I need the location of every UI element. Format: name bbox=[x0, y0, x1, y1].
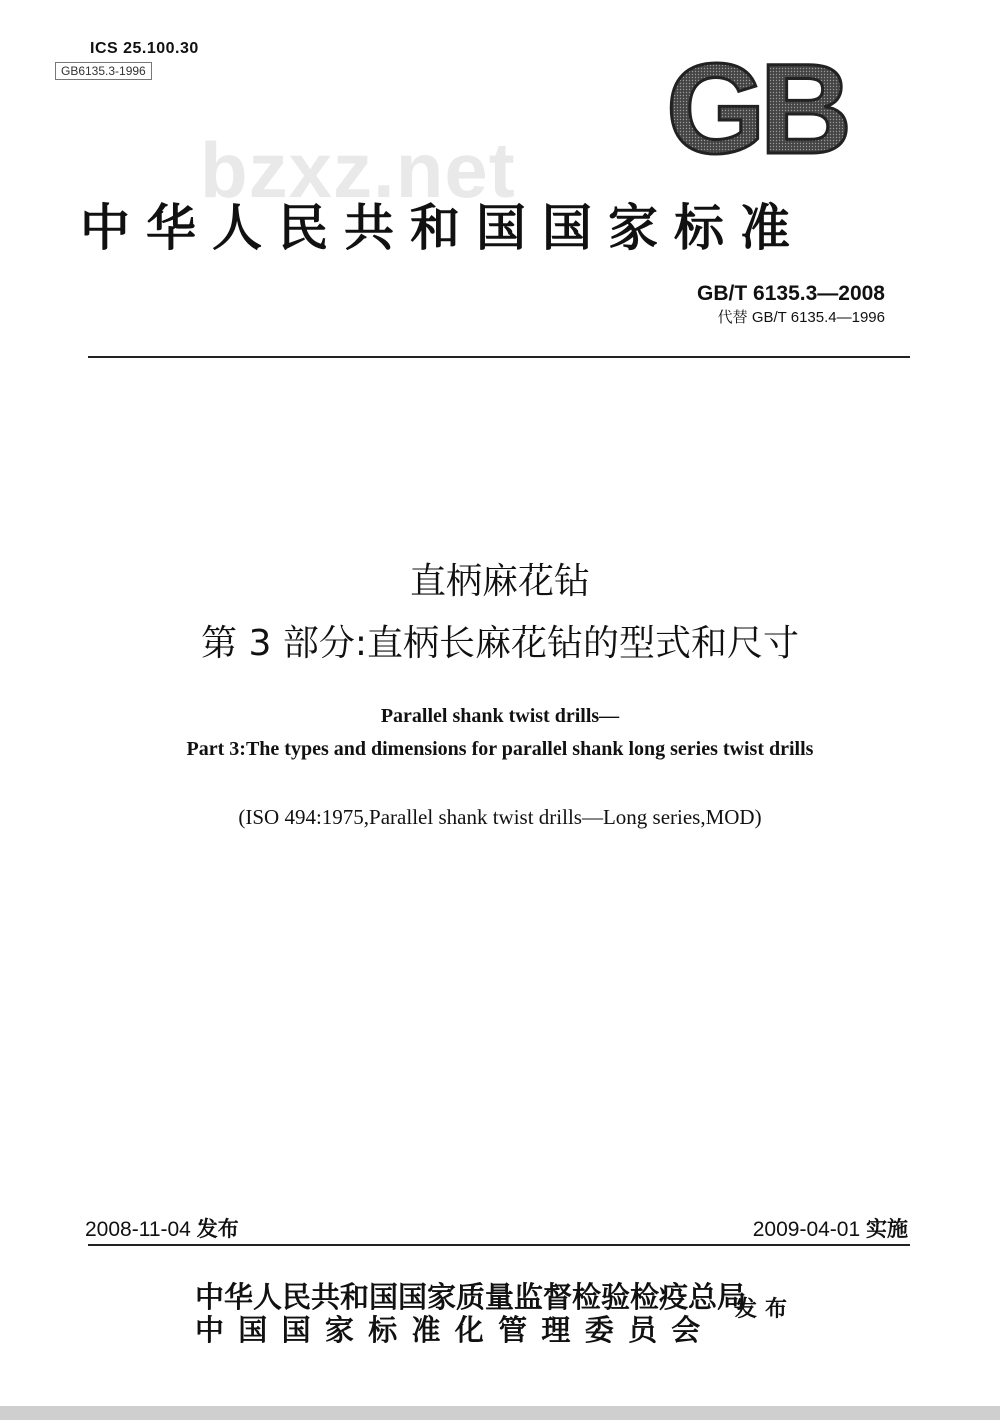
gb-logo bbox=[652, 55, 860, 163]
issuer-line-2: 中国国家标准化管理委员会 bbox=[195, 1313, 715, 1347]
iso-reference: (ISO 494:1975,Parallel shank twist drills—Long series,MOD) bbox=[238, 805, 762, 829]
top-divider bbox=[88, 356, 910, 358]
replaces-standard: 代替 GB/T 6135.4—1996 bbox=[717, 309, 885, 326]
implementation-date-label: 实施 bbox=[866, 1217, 908, 1241]
document-code-tag: GB6135.3-1996 bbox=[55, 62, 152, 80]
implementation-date-value: 2009-04-01 bbox=[752, 1218, 861, 1241]
issue-date-value: 2008-11-04 bbox=[85, 1218, 191, 1241]
standard-number: GB/T 6135.3—2008 bbox=[697, 282, 885, 305]
chinese-title-line-2: 第 3 部分:直柄长麻花钻的型式和尺寸 bbox=[201, 623, 799, 664]
ics-code: ICS 25.100.30 bbox=[90, 40, 199, 57]
implementation-date bbox=[753, 1213, 908, 1243]
english-title-line-2: Part 3:The types and dimensions for parallel shank long series twist drills bbox=[186, 738, 814, 760]
issue-date-label: 发布 bbox=[196, 1217, 239, 1241]
watermark: bzxz.net bbox=[200, 126, 516, 214]
bottom-divider bbox=[88, 1244, 910, 1246]
page-bottom-bar bbox=[0, 1406, 1000, 1420]
issuer-line-1: 中华人民共和国国家质量监督检验检疫总局 bbox=[195, 1280, 747, 1314]
chinese-title-line-1: 直柄麻花钻 bbox=[409, 561, 590, 602]
english-title-line-1: Parallel shank twist drills— bbox=[380, 705, 620, 727]
national-standard-title: 中华人民共和国国家标准 bbox=[80, 198, 806, 257]
issuer-publish-label: 发布 bbox=[735, 1297, 796, 1322]
gb-logo-text: GB bbox=[666, 55, 846, 163]
issue-date bbox=[85, 1213, 239, 1243]
